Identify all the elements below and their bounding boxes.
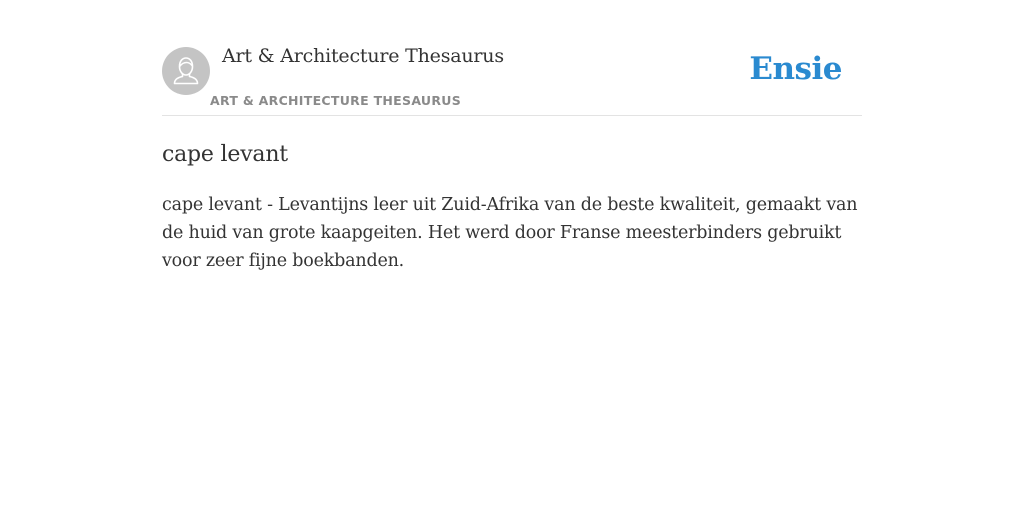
ensie-logo[interactable]: Ensie	[749, 51, 842, 87]
user-avatar-icon[interactable]	[162, 47, 210, 95]
source-subtitle-link[interactable]: ART & ARCHITECTURE THESAURUS	[210, 93, 462, 108]
entry-definition: cape levant - Levantijns leer uit Zuid-Afrika van de beste kwaliteit, gemaakt van de huid van grote kaapgeiten. Het werd door Franse meesterbinders gebruikt voor zeer fijne boekbanden.	[162, 195, 858, 271]
header	[162, 0, 862, 116]
content-container	[162, 0, 862, 275]
entry-term: cape levant	[162, 142, 288, 167]
source-title[interactable]: Art & Architecture Thesaurus	[222, 45, 504, 67]
